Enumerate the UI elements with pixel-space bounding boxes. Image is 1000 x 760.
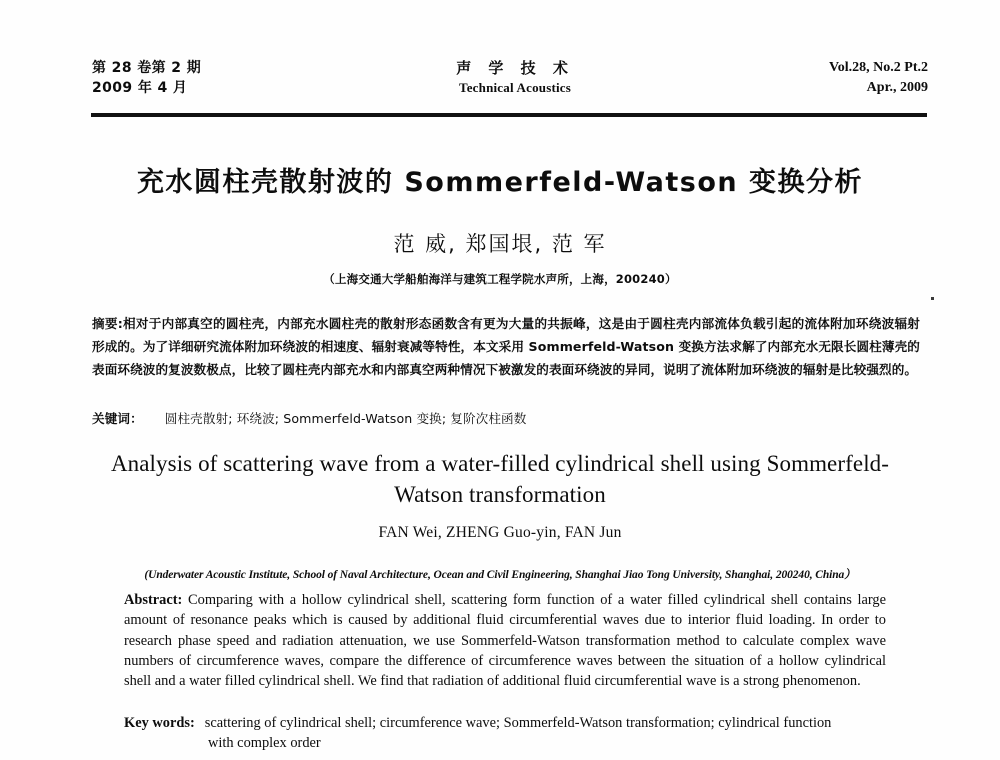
abstract-en [124, 590, 886, 691]
abstract-text-en: Comparing with a hollow cylindrical shell, scattering form function of a water filled cylindrical shell contains large amount of resonance peaks which is caused by additional fluid circumferential waves due to interior fluid loading. In order to research phase speed and radiation attenuation, we use Sommerfeld-Watson transformation method to calculate complex wave numbers of circumference waves, compare the difference of circumference waves between the situation of a hollow cylindrical shell and a water filled cylindrical shell. We find that radiation of additional fluid circumferential wave is a strong phenomenon. [124, 592, 886, 690]
abstract-cn [92, 312, 920, 381]
keywords-cn [92, 408, 920, 430]
keywords-text-en-line2: with complex order [208, 735, 321, 752]
volume-issue-en: Vol.28, No.2 Pt.2 [828, 60, 928, 75]
abstract-text-cn: 相对于内部真空的圆柱壳，内部充水圆柱壳的散射形态函数含有更为大量的共振峰，这是由于圆柱壳内部流体负载引起的流体附加环绕波辐射形成的。为了详细研究流体附加环绕波的相速度、辐射衰减等特性，本文采用 Sommerfeld-Watson 变换方法求解了内部充水无限长圆柱薄壳的表面环绕波的复波数极点，比较了圆柱壳内部充水和内部真空两种情况下被激发的表面环绕波的异同，说明了流体附加环绕波的辐射是比较强烈的。 [92, 316, 920, 377]
article-title-en: Analysis of scattering wave from a water-filled cylindrical shell using Sommerfeld-Watson transformation [110, 451, 890, 507]
keywords-label-cn: 关键词： [92, 411, 143, 426]
masthead-center [456, 58, 574, 98]
article-title-cn: 充水圆柱壳散射波的 Sommerfeld-Watson 变换分析 [136, 167, 864, 198]
abstract-label-en: Abstract: [124, 592, 183, 608]
keywords-text-en-line1: scattering of cylindrical shell; circumference wave; Sommerfeld-Watson transformation; cylindrical function [204, 715, 832, 731]
keywords-en [124, 713, 886, 754]
keywords-text-cn: 圆柱壳散射; 环绕波; Sommerfeld-Watson 变换; 复阶次柱函数 [164, 411, 527, 426]
article-affiliation-en: (Underwater Acoustic Institute, School of Naval Architecture, Ocean and Civil Engineering, Shanghai Jiao Tong University, Shanghai, 200240, China） [144, 569, 856, 581]
publication-date-cn: 2009 年 4 月 [92, 80, 188, 96]
volume-issue-cn: 第 28 卷第 2 期 [92, 60, 202, 76]
journal-name-en: Technical Acoustics [459, 80, 572, 95]
masthead-right [829, 58, 928, 98]
masthead-left [92, 58, 201, 98]
scan-artifact-speck [931, 297, 934, 300]
article-authors-en: FAN Wei, ZHENG Guo-yin, FAN Jun [378, 524, 622, 541]
header-divider-rule [91, 113, 927, 117]
masthead [92, 58, 928, 98]
article-authors-cn: 范 威, 郑国垠, 范 军 [393, 232, 607, 256]
publication-date-en: Apr., 2009 [866, 80, 928, 95]
article-affiliation-cn: （上海交通大学船舶海洋与建筑工程学院水声所，上海，200240） [323, 272, 677, 286]
abstract-label-cn: 摘要: [92, 316, 123, 331]
keywords-label-en: Key words: [124, 715, 195, 731]
journal-name-cn: 声 学 技 术 [456, 59, 574, 77]
